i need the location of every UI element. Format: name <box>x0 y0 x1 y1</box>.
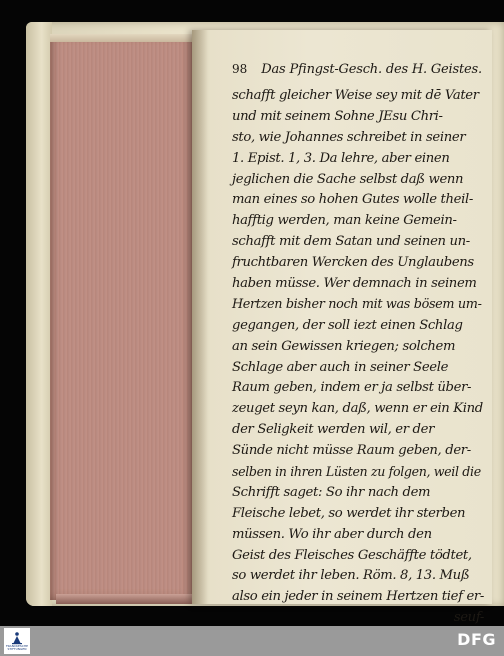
text-line: fruchtbaren Wercken des Unglaubens <box>232 255 474 271</box>
page-number: 98 <box>232 62 248 76</box>
text-line: der Seligkeit werden wil, er der <box>232 422 435 438</box>
text-line: müssen. Wo ihr aber durch den <box>232 526 432 542</box>
text-line: 1. Epist. 1, 3. Da lehre, aber einen <box>232 150 450 166</box>
text-line: Raum geben, indem er ja selbst über- <box>232 380 472 396</box>
text-line: seuf- <box>453 610 484 626</box>
text-line: gegangen, der soll iezt einen Schlag <box>232 317 463 333</box>
text-line: selben in ihren Lüsten zu folgen, weil die <box>232 464 481 480</box>
footer-bar <box>0 626 504 656</box>
text-line: und mit seinem Sohne JEsu Chri- <box>232 108 443 124</box>
text-line: Fleische lebet, so werdet ihr sterben <box>232 505 466 521</box>
text-line: hafftig werden, man keine Gemein- <box>232 213 457 229</box>
book-spine <box>26 22 52 606</box>
text-line: Schrifft saget: So ihr nach dem <box>232 484 431 500</box>
page-block-top <box>50 34 198 42</box>
text-line: Geist des Fleisches Geschäffte tödtet, <box>232 547 472 563</box>
page-block-bottom <box>56 594 198 604</box>
text-line: Sünde nicht müsse Raum geben, der- <box>232 443 471 459</box>
page-gutter-shadow <box>192 30 208 604</box>
text-line: schafft mit dem Satan und seinen un- <box>232 234 470 250</box>
body-text <box>232 86 484 629</box>
text-line: an sein Gewissen kriegen; solchem <box>232 338 456 354</box>
running-head <box>232 62 484 77</box>
text-line: zeuget seyn kan, daß, wenn er ein Kind <box>232 401 483 417</box>
library-logo <box>4 628 30 654</box>
text-line: man eines so hohen Gutes wolle theil- <box>232 192 473 208</box>
text-line: Hertzen bisher noch mit was bösem um- <box>232 296 482 312</box>
page-block-edges <box>50 34 198 600</box>
text-line: so werdet ihr leben. Röm. 8, 13. Muß <box>232 568 470 584</box>
dfg-logo: DFG <box>457 630 496 649</box>
text-line: schafft gleicher Weise sey mit dē Vater <box>232 88 479 103</box>
text-line: haben müsse. Wer demnach in seinem <box>232 276 477 292</box>
text-line: sto, wie Johannes schreibet in seiner <box>232 129 466 145</box>
library-emblem-icon <box>10 631 24 645</box>
running-head-title: Das Pfingst-Gesch. des H. Geistes. <box>261 62 482 77</box>
text-line: jeglichen die Sache selbst daß wenn <box>232 171 464 187</box>
text-line: also ein jeder in seinem Hertzen tief er- <box>232 589 484 605</box>
library-logo-caption: FRANCKESCHE STIFTUNGEN <box>5 644 29 651</box>
text-line: Schlage aber auch in seiner Seele <box>232 359 449 375</box>
